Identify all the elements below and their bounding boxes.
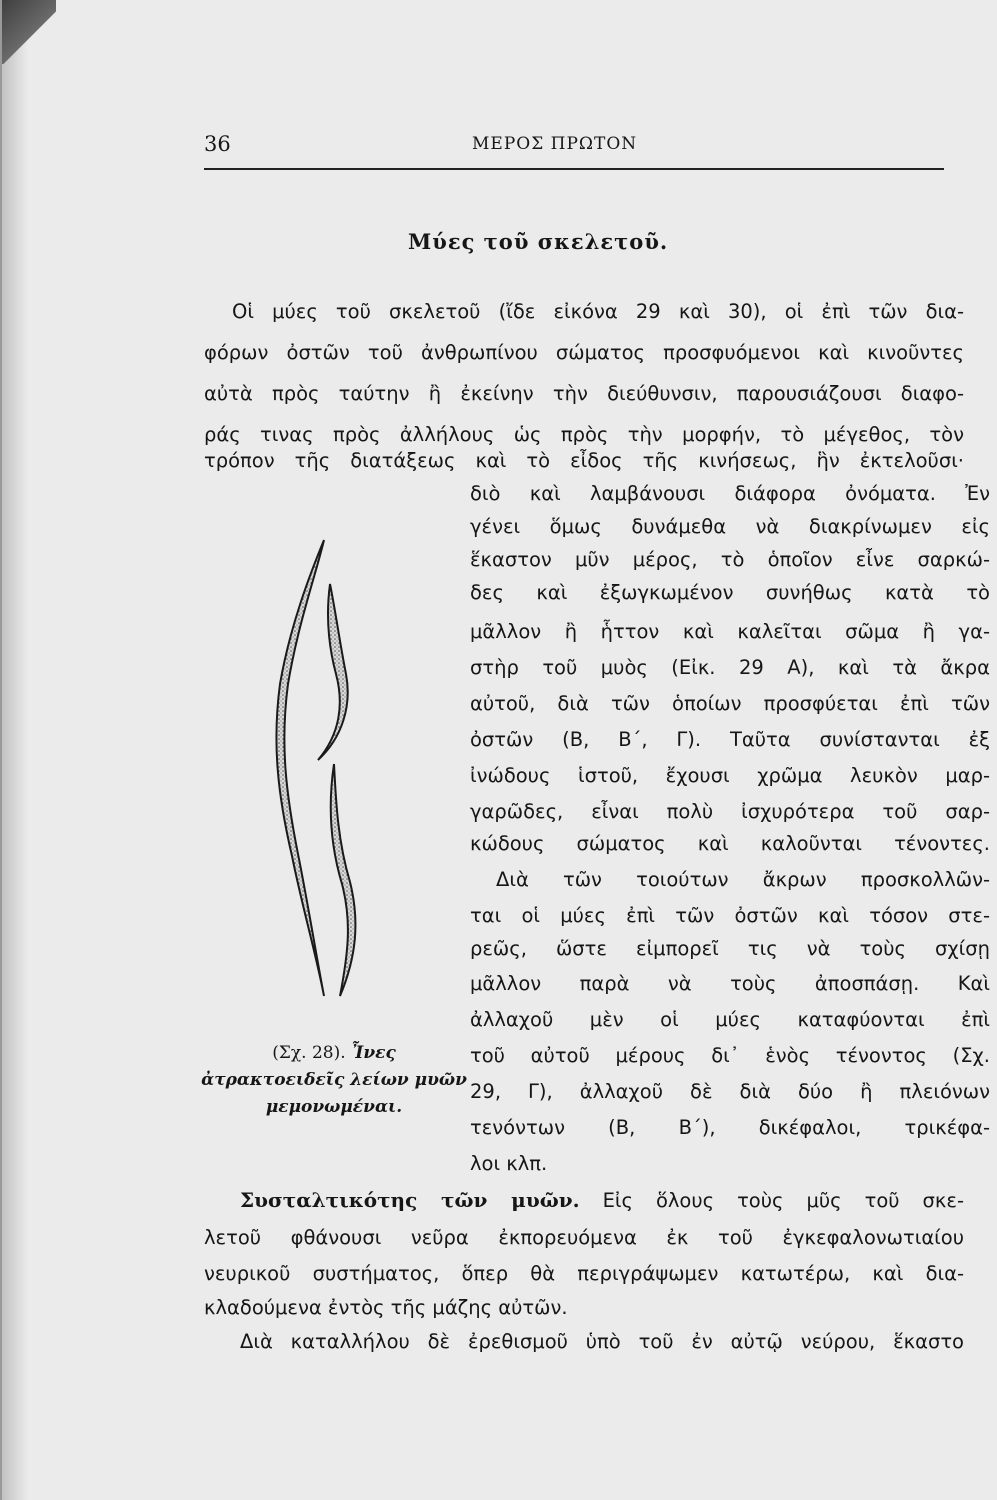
text-line: φόρων ὀστῶν τοῦ ἀνθρωπίνου σώματος προσφυόμενοι καὶ κινοῦντες — [204, 341, 964, 364]
text-line: αὐτοῦ, διὰ τῶν ὁποίων προσφύεται ἐπὶ τῶν — [470, 692, 990, 715]
muscle-fibre-long — [276, 540, 324, 996]
text-line — [204, 1188, 964, 1212]
text-line: κλαδούμενα ἐντὸς τῆς μάζης αὐτῶν. — [204, 1296, 568, 1319]
text-line: ται οἱ μύες ἐπὶ τῶν ὀστῶν καὶ τόσον στε- — [470, 904, 990, 927]
figure-28 — [258, 534, 374, 1004]
text-line: αὐτὰ πρὸς ταύτην ἢ ἐκείνην τὴν διεύθυνσιν, παρουσιάζουσι διαφο- — [204, 382, 964, 405]
page-corner-shadow — [2, 0, 56, 64]
text-line: στὴρ τοῦ μυὸς (Εἰκ. 29 Α), καὶ τὰ ἄκρα — [470, 656, 990, 679]
page-header — [204, 130, 944, 166]
text-line: ἀλλαχοῦ μὲν οἱ μύες καταφύονται ἐπὶ — [470, 1008, 990, 1031]
text-line: τοῦ αὐτοῦ μέρους δι᾽ ἑνὸς τένοντος (Σχ. — [470, 1044, 990, 1067]
page-edge-shadow — [2, 0, 28, 1500]
text-line: Οἱ μύες τοῦ σκελετοῦ (ἴδε εἰκόνα 29 καὶ 30), οἱ ἐπὶ τῶν δια- — [232, 300, 964, 323]
caption-text: Ἶνες ἀτρακτοειδεῖς λείων μυῶν μεμονωμέναι. — [201, 1043, 467, 1117]
text-line: 29, Γ), ἀλλαχοῦ δὲ διὰ δύο ἢ πλειόνων — [470, 1080, 990, 1103]
text-line: τενόντων (Β, Β΄), δικέφαλοι, τρικέφα- — [470, 1116, 990, 1139]
running-head: ΜΕΡΟΣ ΠΡΩΤΟΝ — [472, 134, 638, 154]
inline-text: Εἰς ὅλους τοὺς μῦς τοῦ σκε- — [602, 1189, 964, 1212]
text-line: ράς τινας πρὸς ἀλλήλους ὡς πρὸς τὴν μορφήν, τὸ μέγεθος, τὸν — [204, 423, 964, 446]
caption-label: (Σχ. 28). — [272, 1043, 346, 1063]
text-line: κώδους σώματος καὶ καλοῦνται τένοντες. — [470, 832, 990, 855]
text-line: τρόπον τῆς διατάξεως καὶ τὸ εἶδος τῆς κινήσεως, ἣν ἐκτελοῦσι· — [204, 449, 964, 472]
text-line: Διὰ καταλλήλου δὲ ἐρεθισμοῦ ὑπὸ τοῦ ἐν αὐτῷ νεύρου, ἕκαστο — [240, 1330, 964, 1353]
text-line: Διὰ τῶν τοιούτων ἄκρων προσκολλῶν- — [496, 868, 990, 891]
figure-caption — [200, 1040, 468, 1121]
inline-heading: Συσταλτικότης τῶν μυῶν. — [240, 1188, 580, 1212]
text-line: νευρικοῦ συστήματος, ὅπερ θὰ περιγράψωμεν κατωτέρω, καὶ δια- — [204, 1262, 964, 1285]
text-line: ὀστῶν (Β, Β΄, Γ). Ταῦτα συνίστανται ἐξ — [470, 728, 990, 751]
text-line: ἰνώδους ἱστοῦ, ἔχουσι χρῶμα λευκὸν μαρ- — [470, 764, 990, 787]
text-line: μᾶλλον ἢ ἧττον καὶ καλεῖται σῶμα ἢ γα- — [470, 620, 990, 643]
section-title: Μύες τοῦ σκελετοῦ. — [408, 229, 669, 254]
text-line: γαρῶδες, εἶναι πολὺ ἰσχυρότερα τοῦ σαρ- — [470, 800, 990, 823]
text-line: μᾶλλον παρὰ νὰ τοὺς ἀποσπάσῃ. Καὶ — [470, 972, 990, 995]
text-line: λοι κλπ. — [470, 1152, 548, 1175]
text-line: ἕκαστον μῦν μέρος, τὸ ὁποῖον εἶνε σαρκώ- — [470, 548, 990, 571]
header-rule — [204, 168, 944, 170]
muscle-fibre-upper — [318, 584, 348, 760]
muscle-fibre-lower — [331, 764, 356, 996]
text-line: ρεῶς, ὥστε εἰμπορεῖ τις νὰ τοὺς σχίσῃ — [470, 937, 990, 960]
muscle-fibres-illustration — [258, 534, 374, 1004]
text-line: γένει ὅμως δυνάμεθα νὰ διακρίνωμεν εἰς — [470, 515, 990, 538]
text-line: διὸ καὶ λαμβάνουσι διάφορα ὀνόματα. Ἐν — [470, 482, 990, 505]
page-number: 36 — [204, 132, 231, 156]
text-line: λετοῦ φθάνουσι νεῦρα ἐκπορευόμενα ἐκ τοῦ ἐγκεφαλονωτιαίου — [204, 1226, 964, 1249]
text-line: δες καὶ ἐξωγκωμένον συνήθως κατὰ τὸ — [470, 581, 990, 604]
